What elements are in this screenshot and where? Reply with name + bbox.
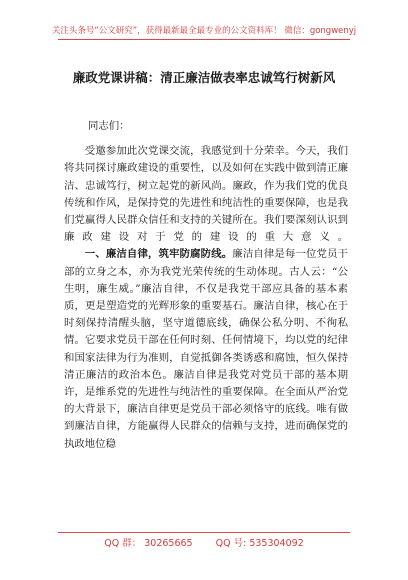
paragraph-intro: 受邀参加此次党课交流，我感觉到十分荣幸。今天，我们将共同探讨廉政建设的重要性，以及如何在实践中做到清正廉洁、忠诚笃行，树立起党的新风尚。廉政，作为我们党的优良传统和作风，是保持党的先进性和纯洁性的重要保障，也是我们党赢得人民群众信任和支持的关键所在。我们要深刻认识到廉政建设对于党的建设的重大意义。 — [64, 145, 348, 244]
salutation: 同志们： — [88, 120, 130, 132]
document-title: 廉政党课讲稿：清正廉洁做表率忠诚笃行树新风 — [72, 70, 336, 85]
document-body — [64, 118, 348, 453]
header-banner: 关注头条号“公文研究”，获得最新最全最专业的公文资料库！ 微信：gongwenyj — [51, 26, 357, 36]
section-1-heading: 一、廉洁自律，筑牢防腐防线。 — [84, 248, 233, 261]
footer-qq-group: QQ 群： 30265665 — [104, 538, 193, 549]
footer-qq-number: QQ 号: 535304092 — [215, 538, 304, 549]
header-divider — [58, 39, 350, 40]
footer-contact — [0, 535, 408, 549]
section-1-text: 廉洁自律是每一位党员干部的立身之本，亦为我党光荣传统的生动体现。古人云：“公生明，廉生威。”廉洁自律，不仅是我党干部应具备的基本素质，更是塑造党的光辉形象的重要基石。廉洁自律，核心在于时刻保持清醒头脑，坚守道德底线，确保公私分明、不徇私情。它要求党员干部在任何时刻、任何情境下，均以党的纪律和国家法律为行为准则，自觉抵御各类诱惑和腐蚀，恒久保持清正廉洁的政治本色。廉洁自律是我党对党员干部的基本期许，是维系党的先进性与纯洁性的重要保障。在全面从严治党的大背景下，廉洁自律更是党员干部必须恪守的底线。唯有做到廉洁自律，方能赢得人民群众的信赖与支持，进而确保党的执政地位稳 — [64, 248, 349, 450]
footer-divider — [58, 532, 350, 533]
paragraph-section-1 — [64, 246, 348, 452]
